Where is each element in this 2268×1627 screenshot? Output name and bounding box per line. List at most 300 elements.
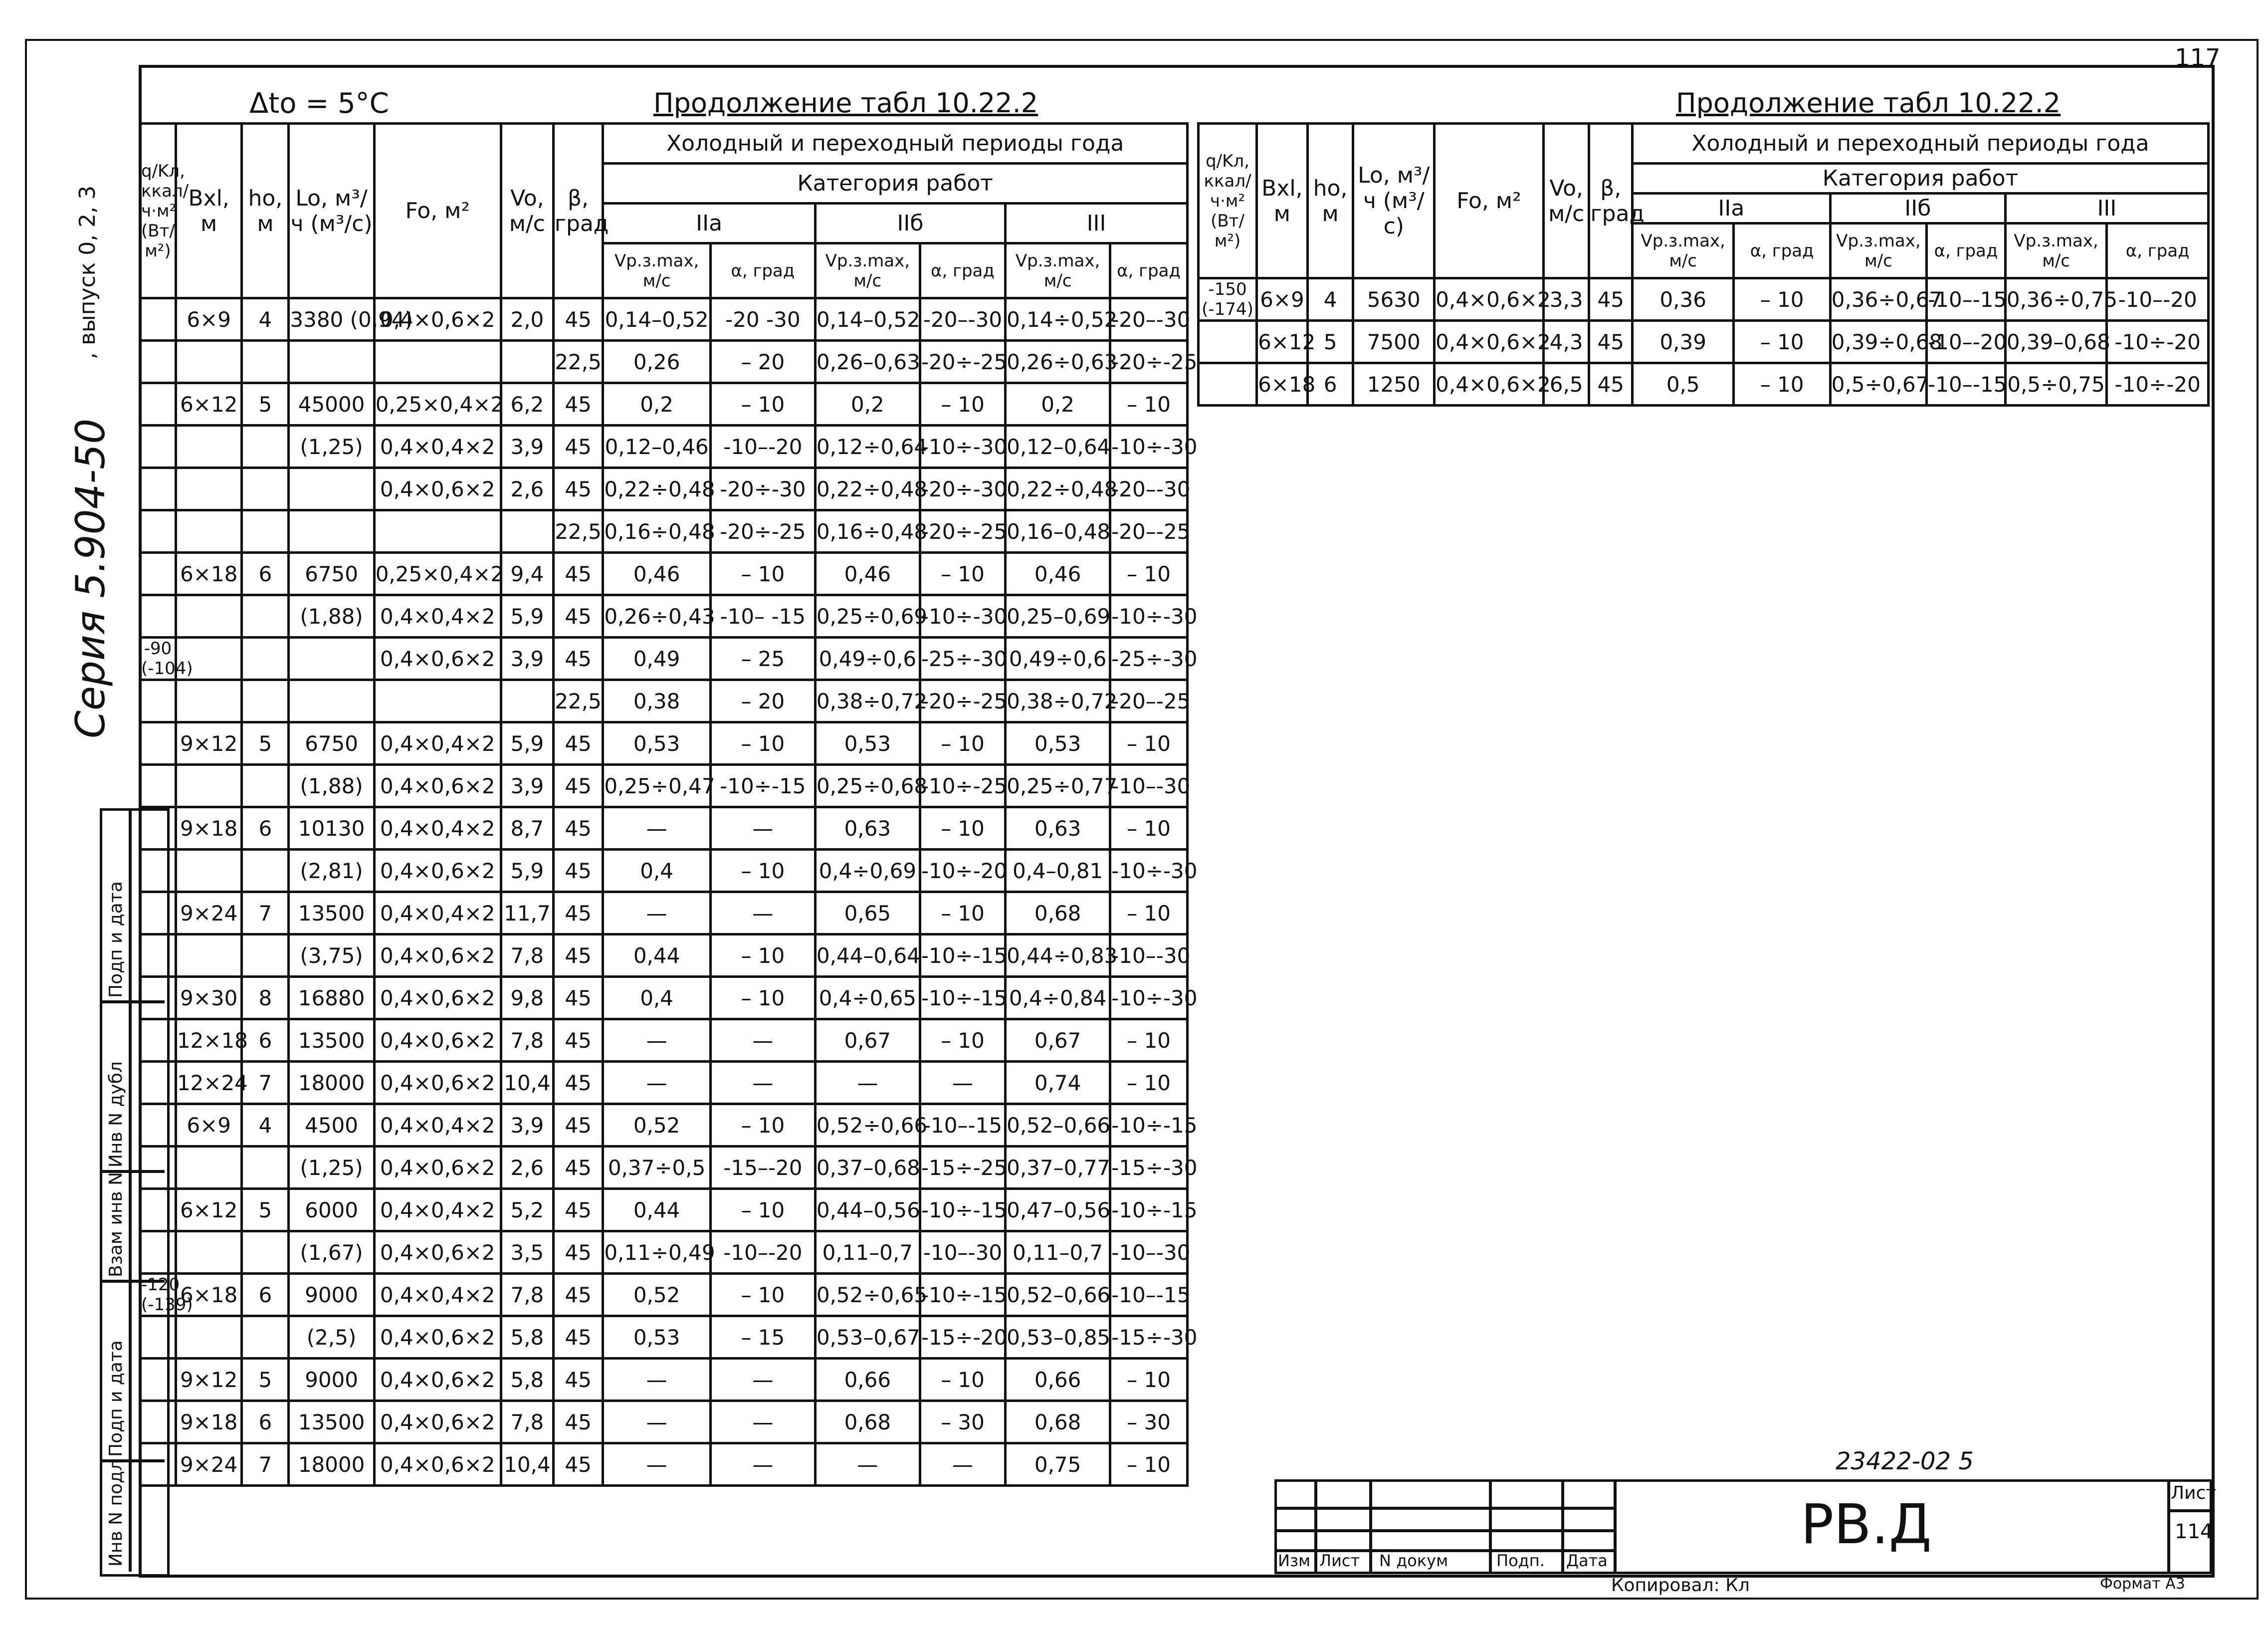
table-cell: 45 bbox=[553, 1401, 603, 1443]
table-cell: -10–-30 bbox=[920, 1231, 1005, 1274]
table-cell bbox=[176, 680, 242, 722]
table-row bbox=[1199, 321, 2209, 363]
table-cell: — bbox=[710, 807, 815, 850]
table-cell: 9×12 bbox=[176, 722, 242, 765]
table-cell: 0,4 bbox=[603, 850, 711, 892]
table-cell: 0,4÷0,84 bbox=[1006, 977, 1110, 1019]
table-cell: – 10 bbox=[710, 383, 815, 426]
table-cell: 0,4 bbox=[603, 977, 711, 1019]
side-stamp-1: Инв N подл bbox=[106, 1459, 126, 1567]
table-row bbox=[140, 383, 1188, 426]
table-cell: 0,39–0,68 bbox=[2005, 321, 2107, 363]
table-cell: -10÷-25 bbox=[920, 765, 1005, 807]
table-cell: 6 bbox=[242, 1274, 289, 1316]
table-cell: – 10 bbox=[710, 1189, 815, 1231]
table-cell: 0,53 bbox=[603, 722, 711, 765]
series-label: Серия 5.904-50 bbox=[67, 418, 114, 738]
table-cell: 22,5 bbox=[553, 510, 603, 553]
table-cell bbox=[242, 1147, 289, 1189]
table-cell: 0,52–0,66 bbox=[1006, 1104, 1110, 1147]
table-cell: 45 bbox=[553, 595, 603, 638]
table-cell: 18000 bbox=[289, 1062, 374, 1104]
left-table-title: Продолжение табл 10.22.2 bbox=[653, 87, 1038, 119]
table-cell: 3,9 bbox=[501, 426, 553, 468]
table-cell bbox=[176, 341, 242, 383]
table-cell: 45 bbox=[553, 553, 603, 595]
table-cell: 0,49÷0,6 bbox=[1006, 638, 1110, 680]
table-cell: -10÷-30 bbox=[1110, 977, 1188, 1019]
side-stamp-3: Взам инв N bbox=[106, 1171, 126, 1277]
table-cell: 45 bbox=[553, 1316, 603, 1359]
table-cell: -10÷-30 bbox=[1110, 426, 1188, 468]
table-cell: 0,44 bbox=[603, 1189, 711, 1231]
col-v0: Vo, м/с bbox=[501, 124, 553, 298]
table-row bbox=[140, 1443, 1188, 1486]
table-cell: -10÷-20 bbox=[920, 850, 1005, 892]
vmax-2b: Vр.з.max, м/с bbox=[815, 243, 920, 298]
table-cell: – 10 bbox=[710, 722, 815, 765]
table-cell: – 10 bbox=[1734, 278, 1830, 321]
table-cell: 0,37–0,68 bbox=[815, 1147, 920, 1189]
table-cell: -10–-15 bbox=[1927, 278, 2006, 321]
table-row bbox=[140, 1104, 1188, 1147]
table-cell: -10–-15 bbox=[1927, 363, 2006, 406]
table-cell: -10–-30 bbox=[1110, 934, 1188, 977]
table-cell: – 10 bbox=[710, 1104, 815, 1147]
table-cell: 6000 bbox=[289, 1189, 374, 1231]
table-cell bbox=[140, 1443, 176, 1486]
table-cell bbox=[501, 341, 553, 383]
table-cell: 45 bbox=[553, 1189, 603, 1231]
r-col-L0: Lo, м³/ч (м³/с) bbox=[1353, 124, 1435, 278]
table-cell: 0,65 bbox=[815, 892, 920, 934]
table-cell: – 10 bbox=[1110, 553, 1188, 595]
table-cell: 0,26÷0,63 bbox=[1006, 341, 1110, 383]
table-cell: 0,52÷0,66 bbox=[815, 1104, 920, 1147]
table-cell: 9×12 bbox=[176, 1359, 242, 1401]
table-cell: 45 bbox=[553, 1274, 603, 1316]
table-cell: 45 bbox=[553, 1443, 603, 1486]
table-cell: 45 bbox=[553, 1062, 603, 1104]
right-table-body bbox=[1199, 278, 2209, 406]
table-cell: 45 bbox=[553, 934, 603, 977]
table-cell: 0,5 bbox=[1632, 363, 1734, 406]
format-label: Формат А3 bbox=[2100, 1575, 2185, 1593]
table-cell: – 10 bbox=[920, 722, 1005, 765]
table-cell: -20÷-30 bbox=[710, 468, 815, 510]
table-cell: 0,39 bbox=[1632, 321, 1734, 363]
table-cell: 4,3 bbox=[1543, 321, 1589, 363]
col-h0: ho, м bbox=[242, 124, 289, 298]
table-cell: (1,67) bbox=[289, 1231, 374, 1274]
table-cell: 5,9 bbox=[501, 722, 553, 765]
table-cell: 45 bbox=[553, 850, 603, 892]
r-vmax-2a: Vр.з.max, м/с bbox=[1632, 224, 1734, 278]
table-cell: 0,2 bbox=[603, 383, 711, 426]
table-cell: 45 bbox=[553, 1147, 603, 1189]
table-cell: 6750 bbox=[289, 722, 374, 765]
table-cell: — bbox=[603, 1401, 711, 1443]
table-cell: 6 bbox=[242, 1019, 289, 1062]
r-alpha-3: α, град bbox=[2107, 224, 2209, 278]
table-cell: – 10 bbox=[920, 1359, 1005, 1401]
stamp-col-rule bbox=[1489, 1479, 1492, 1572]
side-stamp-5: Подп и дата bbox=[106, 881, 126, 998]
table-cell: 0,14÷0,52 bbox=[1006, 298, 1110, 341]
table-cell: 0,4×0,4×2 bbox=[374, 892, 501, 934]
table-cell: 22,5 bbox=[553, 680, 603, 722]
side-stamp-4: Инв N дубл bbox=[106, 1061, 126, 1167]
table-cell bbox=[176, 1316, 242, 1359]
table-cell bbox=[289, 638, 374, 680]
table-cell: – 10 bbox=[1110, 807, 1188, 850]
table-cell: 0,66 bbox=[1006, 1359, 1110, 1401]
table-cell: 1250 bbox=[1353, 363, 1435, 406]
table-cell bbox=[140, 468, 176, 510]
table-row bbox=[140, 977, 1188, 1019]
table-cell: — bbox=[920, 1062, 1005, 1104]
table-cell: 4500 bbox=[289, 1104, 374, 1147]
table-cell: 0,52–0,66 bbox=[1006, 1274, 1110, 1316]
table-cell: — bbox=[603, 892, 711, 934]
table-cell bbox=[140, 934, 176, 977]
table-cell: — bbox=[603, 1359, 711, 1401]
table-cell bbox=[140, 341, 176, 383]
table-cell: 0,36 bbox=[1632, 278, 1734, 321]
table-cell: – 10 bbox=[1110, 1359, 1188, 1401]
table-cell: — bbox=[920, 1443, 1005, 1486]
table-cell: – 10 bbox=[1110, 722, 1188, 765]
table-cell: 0,22÷0,48 bbox=[603, 468, 711, 510]
table-cell: 45 bbox=[553, 383, 603, 426]
table-cell: 0,68 bbox=[1006, 892, 1110, 934]
table-cell: 0,14–0,52 bbox=[815, 298, 920, 341]
table-cell: – 20 bbox=[710, 341, 815, 383]
r-col-beta: β, град bbox=[1589, 124, 1632, 278]
table-cell: 45000 bbox=[289, 383, 374, 426]
table-cell: 12×24 bbox=[176, 1062, 242, 1104]
table-cell: 9×30 bbox=[176, 977, 242, 1019]
table-cell: -15–-20 bbox=[710, 1147, 815, 1189]
table-cell: (1,25) bbox=[289, 1147, 374, 1189]
table-cell bbox=[140, 765, 176, 807]
copied-label: Копировал: Кл bbox=[1611, 1575, 1750, 1596]
table-cell: 0,4÷0,65 bbox=[815, 977, 920, 1019]
table-cell: 4 bbox=[1307, 278, 1353, 321]
table-cell: 3,9 bbox=[501, 765, 553, 807]
table-cell: 45 bbox=[1589, 321, 1632, 363]
table-row bbox=[140, 468, 1188, 510]
table-cell bbox=[140, 298, 176, 341]
table-cell: -150 (-174) bbox=[1199, 278, 1257, 321]
table-cell: -10÷-15 bbox=[1110, 1104, 1188, 1147]
table-cell: -15÷-20 bbox=[920, 1316, 1005, 1359]
table-cell: 5,8 bbox=[501, 1316, 553, 1359]
table-row bbox=[140, 850, 1188, 892]
table-cell: (1,25) bbox=[289, 426, 374, 468]
table-cell: — bbox=[603, 807, 711, 850]
table-cell: — bbox=[710, 1359, 815, 1401]
table-cell: 45 bbox=[553, 765, 603, 807]
table-cell: 0,4×0,4×2 bbox=[374, 722, 501, 765]
table-cell: 45 bbox=[553, 722, 603, 765]
table-cell: 6 bbox=[242, 553, 289, 595]
table-cell: 45 bbox=[553, 426, 603, 468]
table-cell: 45 bbox=[553, 977, 603, 1019]
table-cell bbox=[176, 765, 242, 807]
table-cell: -20÷-30 bbox=[920, 468, 1005, 510]
side-stamp-divider bbox=[129, 808, 132, 1572]
r-period-header: Холодный и переходный периоды года bbox=[1632, 124, 2208, 164]
table-cell bbox=[140, 977, 176, 1019]
table-cell: 13500 bbox=[289, 1401, 374, 1443]
table-row bbox=[140, 638, 1188, 680]
table-cell: 10,4 bbox=[501, 1062, 553, 1104]
table-cell: 5,2 bbox=[501, 1189, 553, 1231]
table-cell: -10÷-15 bbox=[920, 977, 1005, 1019]
table-cell: 45 bbox=[1589, 278, 1632, 321]
table-cell bbox=[242, 765, 289, 807]
table-cell: — bbox=[710, 1062, 815, 1104]
r-cat-3: III bbox=[2005, 194, 2208, 224]
table-cell: 0,49 bbox=[603, 638, 711, 680]
table-cell bbox=[140, 1316, 176, 1359]
table-cell: 0,4×0,6×2 bbox=[374, 850, 501, 892]
col-L0: Lo, м³/ч (м³/с) bbox=[289, 124, 374, 298]
vmax-2a: Vр.з.max, м/с bbox=[603, 243, 711, 298]
cat-3: III bbox=[1006, 204, 1188, 243]
table-cell: – 10 bbox=[1734, 363, 1830, 406]
table-cell bbox=[242, 1231, 289, 1274]
table-cell: 0,25×0,4×2 bbox=[374, 383, 501, 426]
table-cell: – 10 bbox=[920, 807, 1005, 850]
table-cell: — bbox=[710, 1401, 815, 1443]
table-cell: 5 bbox=[242, 1189, 289, 1231]
table-cell: 45 bbox=[553, 298, 603, 341]
table-cell: 0,38÷0,72 bbox=[1006, 680, 1110, 722]
table-cell: 4 bbox=[242, 298, 289, 341]
table-cell: 5,8 bbox=[501, 1359, 553, 1401]
table-cell bbox=[176, 468, 242, 510]
table-cell bbox=[140, 1062, 176, 1104]
table-cell: 0,67 bbox=[815, 1019, 920, 1062]
table-cell: 0,4×0,4×2 bbox=[374, 1274, 501, 1316]
table-cell: 45 bbox=[553, 638, 603, 680]
table-cell: 0,4×0,4×2 bbox=[374, 1189, 501, 1231]
table-cell: — bbox=[710, 892, 815, 934]
doc-code: РВ.Д bbox=[1801, 1492, 1932, 1556]
table-cell: 7 bbox=[242, 892, 289, 934]
table-cell: 0,11–0,7 bbox=[1006, 1231, 1110, 1274]
table-cell: 9,8 bbox=[501, 977, 553, 1019]
stamp-header-doc: N докум bbox=[1379, 1551, 1448, 1570]
table-cell: 45 bbox=[553, 1359, 603, 1401]
r-alpha-2b: α, град bbox=[1927, 224, 2006, 278]
table-cell: 9,4 bbox=[501, 553, 553, 595]
right-table-title: Продолжение табл 10.22.2 bbox=[1676, 87, 2061, 119]
table-cell: 7,8 bbox=[501, 1274, 553, 1316]
table-cell: 0,47–0,56 bbox=[1006, 1189, 1110, 1231]
table-cell: (1,88) bbox=[289, 765, 374, 807]
table-cell: 0,52÷0,65 bbox=[815, 1274, 920, 1316]
table-cell bbox=[289, 468, 374, 510]
r-vmax-3: Vр.з.max, м/с bbox=[2005, 224, 2107, 278]
table-cell: 0,39÷0,68 bbox=[1830, 321, 1926, 363]
table-cell: 13500 bbox=[289, 892, 374, 934]
table-cell: 0,2 bbox=[815, 383, 920, 426]
table-cell: -10–-20 bbox=[710, 1231, 815, 1274]
table-cell: 6×9 bbox=[1257, 278, 1308, 321]
table-row bbox=[140, 1274, 1188, 1316]
table-cell: – 10 bbox=[920, 1019, 1005, 1062]
table-cell: 6,5 bbox=[1543, 363, 1589, 406]
table-cell: 0,53 bbox=[603, 1316, 711, 1359]
table-cell: 0,16÷0,48 bbox=[815, 510, 920, 553]
table-cell: (2,5) bbox=[289, 1316, 374, 1359]
table-cell: (2,81) bbox=[289, 850, 374, 892]
table-cell: -20÷-25 bbox=[920, 680, 1005, 722]
table-cell: -20 -30 bbox=[710, 298, 815, 341]
table-cell: – 10 bbox=[1110, 1019, 1188, 1062]
table-cell: 0,25÷0,69 bbox=[815, 595, 920, 638]
table-cell bbox=[176, 850, 242, 892]
table-row bbox=[140, 510, 1188, 553]
table-cell: 0,4×0,6×2 bbox=[374, 1147, 501, 1189]
table-cell: – 10 bbox=[920, 383, 1005, 426]
r-col-v0: Vo, м/с bbox=[1543, 124, 1589, 278]
right-table bbox=[1197, 122, 2210, 407]
table-cell bbox=[501, 680, 553, 722]
table-cell: 9×24 bbox=[176, 1443, 242, 1486]
table-row bbox=[140, 765, 1188, 807]
table-cell: 0,5÷0,75 bbox=[2005, 363, 2107, 406]
table-cell: 0,49÷0,6 bbox=[815, 638, 920, 680]
table-row bbox=[140, 807, 1188, 850]
table-cell: -15÷-25 bbox=[920, 1147, 1005, 1189]
table-cell: 0,53–0,85 bbox=[1006, 1316, 1110, 1359]
table-cell: 5 bbox=[242, 1359, 289, 1401]
table-cell: 0,53 bbox=[1006, 722, 1110, 765]
table-cell: -20–-25 bbox=[1110, 510, 1188, 553]
table-cell: 0,4×0,6×2 bbox=[374, 1401, 501, 1443]
table-cell: – 10 bbox=[1110, 892, 1188, 934]
table-cell: 0,46 bbox=[1006, 553, 1110, 595]
table-cell: 6750 bbox=[289, 553, 374, 595]
table-cell: -15÷-30 bbox=[1110, 1316, 1188, 1359]
table-cell: -120 (-139) bbox=[140, 1274, 176, 1316]
table-cell: 6×12 bbox=[1257, 321, 1308, 363]
table-cell: – 10 bbox=[1110, 1062, 1188, 1104]
table-cell: -10÷-15 bbox=[920, 1274, 1005, 1316]
cat-2b: IIб bbox=[815, 204, 1005, 243]
table-cell: 0,25÷0,77 bbox=[1006, 765, 1110, 807]
table-cell: – 30 bbox=[920, 1401, 1005, 1443]
table-cell: 18000 bbox=[289, 1443, 374, 1486]
table-cell bbox=[242, 510, 289, 553]
table-cell bbox=[374, 680, 501, 722]
table-cell: 0,66 bbox=[815, 1359, 920, 1401]
table-cell: 45 bbox=[553, 468, 603, 510]
table-cell: 0,46 bbox=[603, 553, 711, 595]
table-cell bbox=[242, 341, 289, 383]
stamp-header-sign: Подп. bbox=[1496, 1551, 1545, 1570]
r-col-F0: Fo, м² bbox=[1435, 124, 1544, 278]
stamp-header-izm: Изм bbox=[1278, 1551, 1311, 1570]
table-cell: 0,36÷0,67 bbox=[1830, 278, 1926, 321]
table-cell: 2,6 bbox=[501, 468, 553, 510]
table-cell: 0,36÷0,75 bbox=[2005, 278, 2107, 321]
col-beta: β, град bbox=[553, 124, 603, 298]
table-cell: – 10 bbox=[710, 553, 815, 595]
alpha-2a: α, град bbox=[710, 243, 815, 298]
table-cell bbox=[242, 850, 289, 892]
table-cell: 0,38 bbox=[603, 680, 711, 722]
table-cell: -20÷-25 bbox=[710, 510, 815, 553]
table-cell: -10– -15 bbox=[710, 595, 815, 638]
table-row bbox=[140, 595, 1188, 638]
table-cell: 12×18 bbox=[176, 1019, 242, 1062]
table-cell: 0,4×0,6×2 bbox=[374, 1062, 501, 1104]
table-cell: – 20 bbox=[710, 680, 815, 722]
table-row bbox=[140, 1019, 1188, 1062]
stamp-col-rule bbox=[1561, 1479, 1564, 1572]
table-cell: 10,4 bbox=[501, 1443, 553, 1486]
table-cell: 0,4×0,6×2 bbox=[374, 977, 501, 1019]
table-cell: 7 bbox=[242, 1062, 289, 1104]
table-cell: 5 bbox=[242, 383, 289, 426]
side-stamp-2: Подп и дата bbox=[106, 1340, 126, 1457]
table-row bbox=[140, 680, 1188, 722]
table-cell: – 10 bbox=[920, 553, 1005, 595]
table-cell: 0,25–0,69 bbox=[1006, 595, 1110, 638]
table-cell: 0,4×0,6×2 bbox=[1435, 321, 1544, 363]
col-bxl: Bxl, м bbox=[176, 124, 242, 298]
table-cell: 0,4÷0,69 bbox=[815, 850, 920, 892]
table-cell bbox=[140, 1104, 176, 1147]
r-cat-2b: IIб bbox=[1830, 194, 2005, 224]
r-vmax-2b: Vр.з.max, м/с bbox=[1830, 224, 1926, 278]
table-cell: 3,5 bbox=[501, 1231, 553, 1274]
table-cell: 16880 bbox=[289, 977, 374, 1019]
table-cell: 0,16–0,48 bbox=[1006, 510, 1110, 553]
table-cell: -20–-30 bbox=[1110, 298, 1188, 341]
table-cell: -20÷-25 bbox=[1110, 341, 1188, 383]
table-cell bbox=[140, 510, 176, 553]
table-cell: – 15 bbox=[710, 1316, 815, 1359]
table-cell: -10–-15 bbox=[1110, 1274, 1188, 1316]
vmax-3: Vр.з.max, м/с bbox=[1006, 243, 1110, 298]
table-cell: -25÷-30 bbox=[920, 638, 1005, 680]
table-row bbox=[140, 1359, 1188, 1401]
table-cell: 22,5 bbox=[553, 341, 603, 383]
table-cell: 0,14–0,52 bbox=[603, 298, 711, 341]
table-cell bbox=[140, 1401, 176, 1443]
table-cell: — bbox=[603, 1443, 711, 1486]
table-row bbox=[140, 1316, 1188, 1359]
table-cell: 0,4×0,6×2 bbox=[374, 1359, 501, 1401]
table-cell: 0,44–0,64 bbox=[815, 934, 920, 977]
table-cell bbox=[176, 1147, 242, 1189]
table-cell: 45 bbox=[553, 1019, 603, 1062]
table-cell: -10÷-30 bbox=[1110, 850, 1188, 892]
table-cell: — bbox=[710, 1019, 815, 1062]
table-cell: 0,53 bbox=[815, 722, 920, 765]
table-cell: 9×24 bbox=[176, 892, 242, 934]
table-cell bbox=[140, 1359, 176, 1401]
sheet-number: 114 bbox=[2175, 1520, 2213, 1543]
table-cell: 0,52 bbox=[603, 1274, 711, 1316]
table-cell: 11,7 bbox=[501, 892, 553, 934]
